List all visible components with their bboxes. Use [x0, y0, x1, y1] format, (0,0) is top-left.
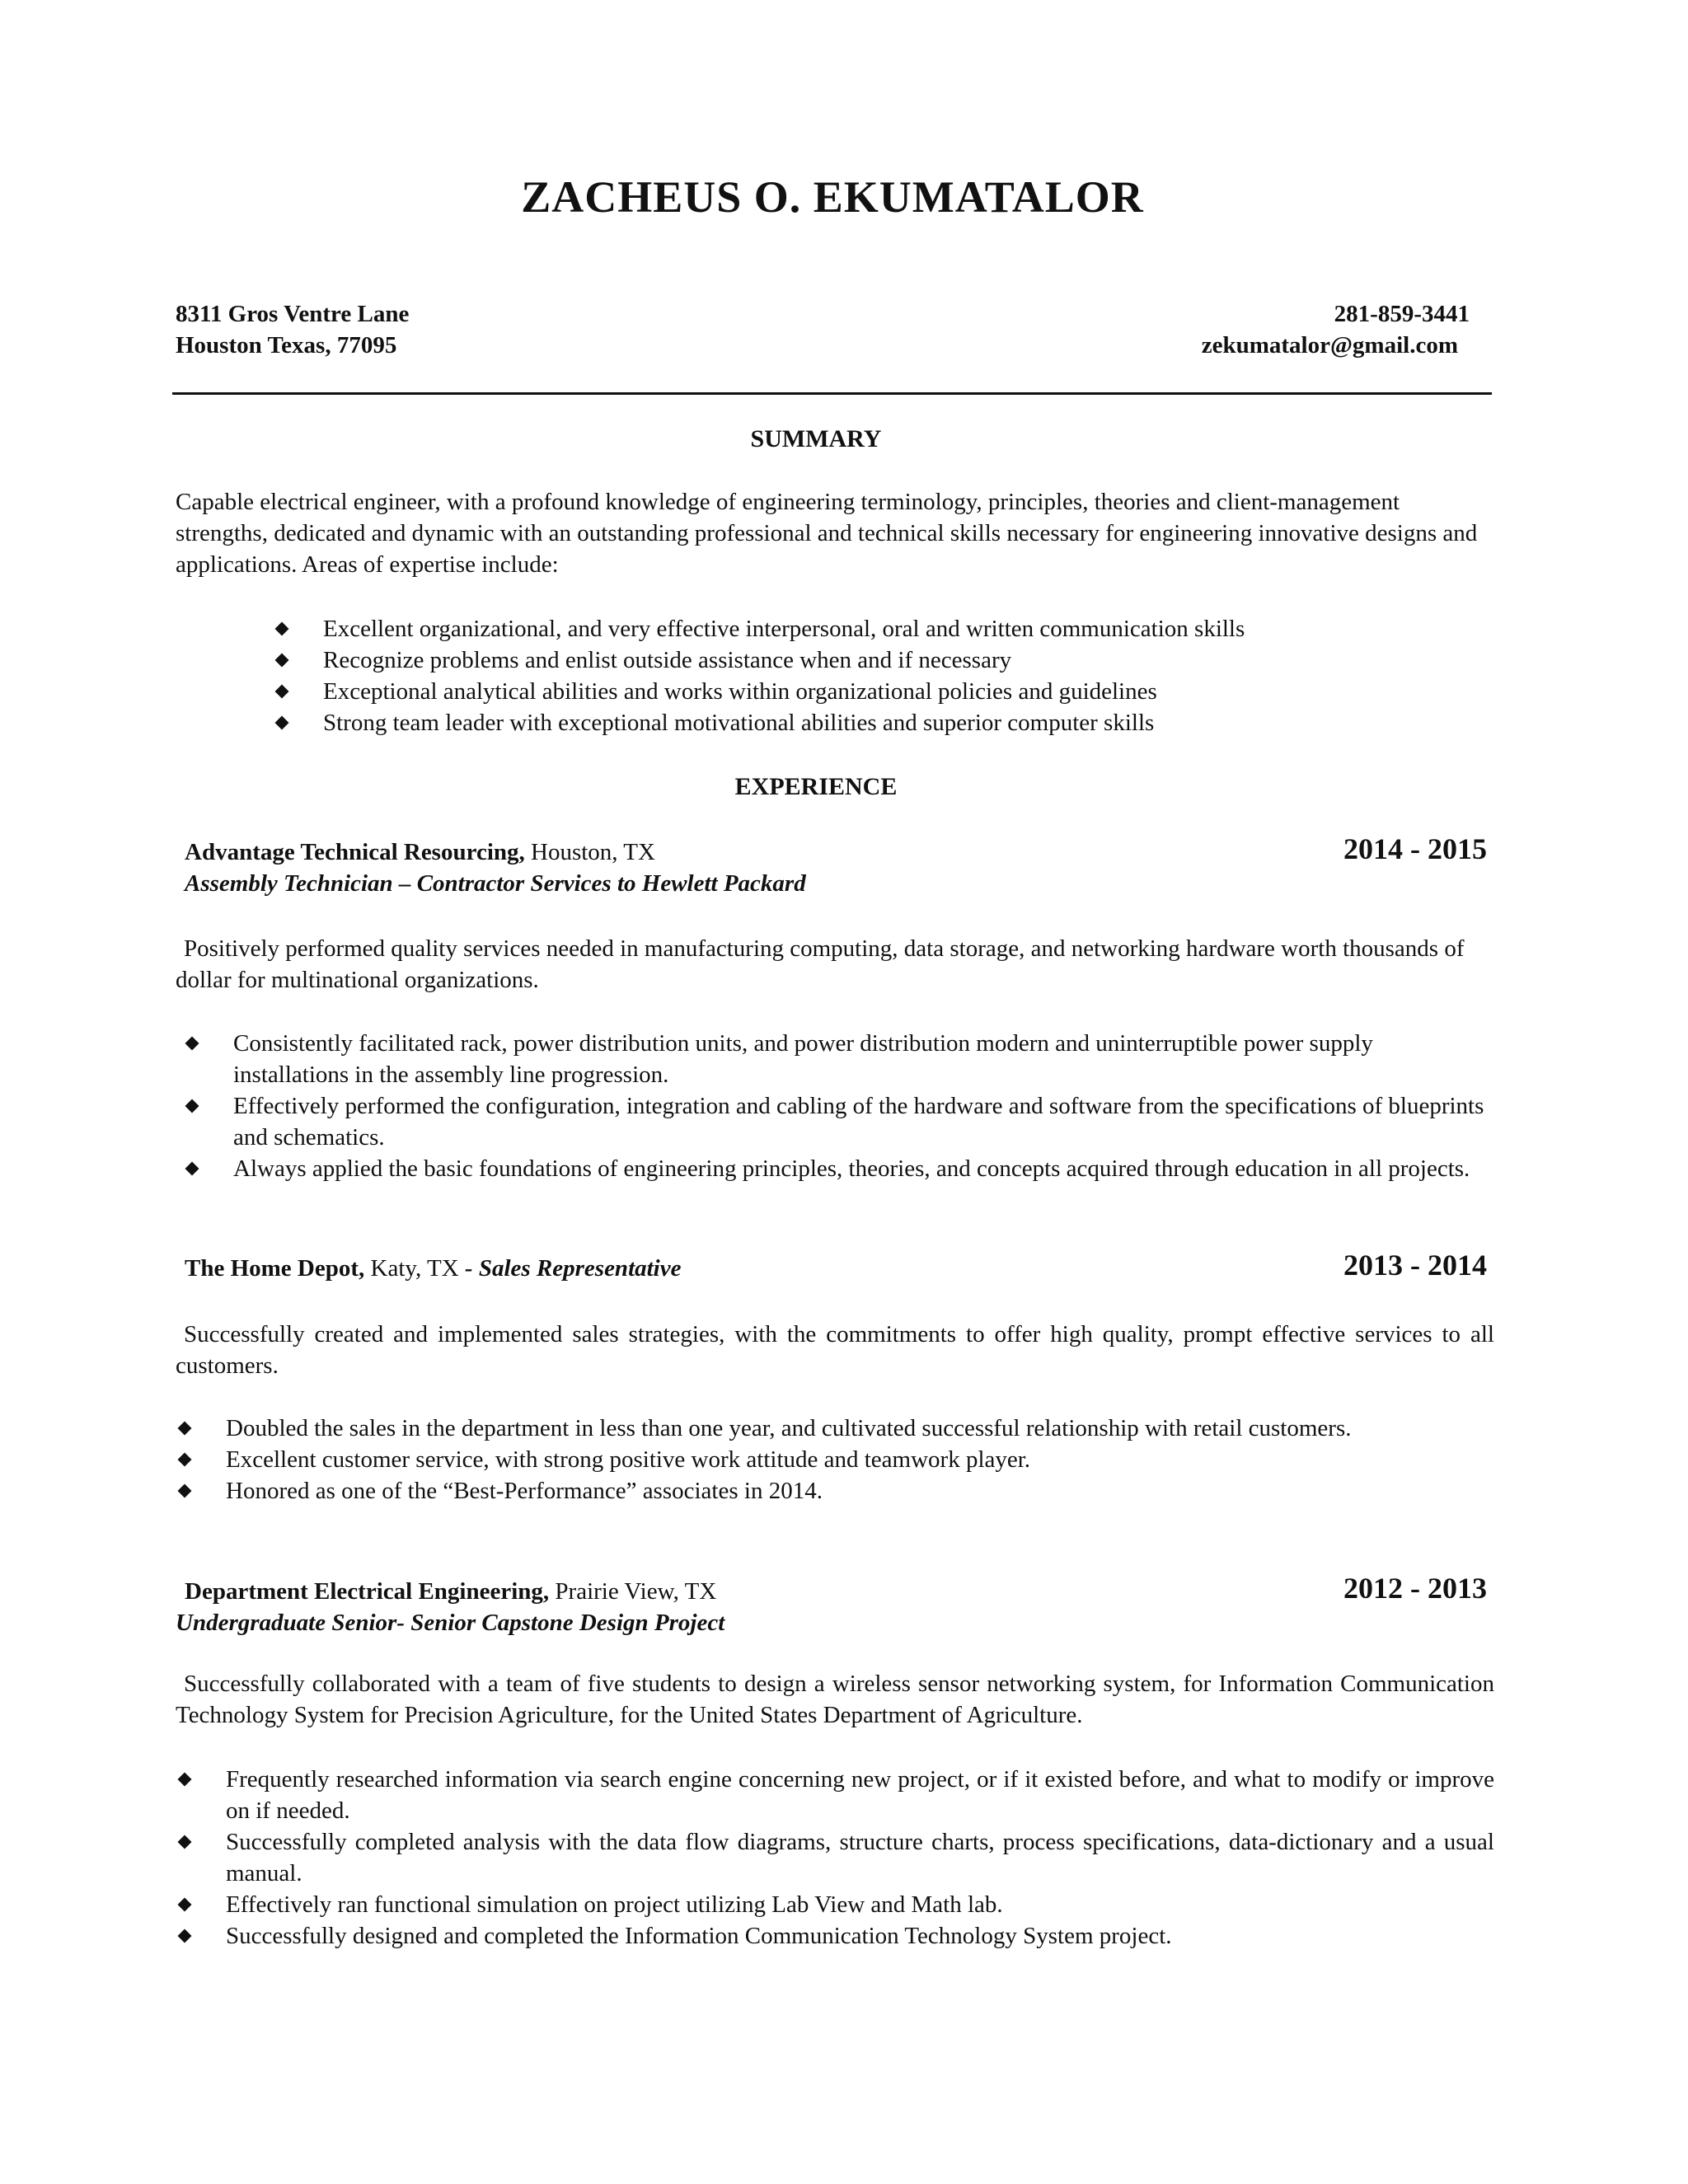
company-name: The Home Depot, — [185, 1255, 365, 1282]
diamond-bullet-icon — [178, 1773, 192, 1787]
list-item — [323, 707, 1493, 738]
bullet-text: Successfully designed and completed the Information Communication Technology System project. — [226, 1923, 1172, 1949]
job-bullet-list — [226, 1413, 1494, 1507]
diamond-bullet-icon — [275, 685, 289, 699]
company-name: Department Electrical Engineering, — [185, 1578, 550, 1605]
diamond-bullet-icon — [185, 1162, 199, 1176]
diamond-bullet-icon — [178, 1835, 192, 1849]
job-bullet-list — [233, 1028, 1494, 1184]
list-item — [323, 676, 1493, 707]
list-item — [233, 1028, 1494, 1090]
experience-heading: EXPERIENCE — [734, 773, 898, 800]
diamond-bullet-icon — [275, 716, 289, 730]
job-dates: 2014 - 2015 — [1343, 832, 1487, 865]
job-bullet-list — [226, 1764, 1494, 1952]
job-description: Successfully collaborated with a team of five students to design a wireless sensor networking system, for Information Communication Technology System for Precision Agriculture, for the United States Department of Agriculture. — [176, 1671, 1494, 1728]
list-item — [226, 1889, 1494, 1920]
diamond-bullet-icon — [178, 1898, 192, 1912]
list-item — [226, 1475, 1494, 1507]
bullet-text: Excellent customer service, with strong positive work attitude and teamwork player. — [226, 1446, 1031, 1473]
bullet-text: Always applied the basic foundations of engineering principles, theories, and concepts acquired through education in all projects. — [233, 1155, 1470, 1182]
diamond-bullet-icon — [275, 654, 289, 668]
list-item — [233, 1090, 1494, 1153]
list-item — [226, 1413, 1494, 1444]
contact-block — [176, 298, 1470, 361]
list-item — [323, 613, 1493, 644]
candidate-name: ZACHEUS O. EKUMATALOR — [521, 172, 1144, 222]
bullet-text: Strong team leader with exceptional motivational abilities and superior computer skills — [323, 710, 1155, 736]
list-item — [226, 1826, 1494, 1889]
diamond-bullet-icon — [178, 1422, 192, 1436]
job-dates: 2012 - 2013 — [1343, 1572, 1487, 1605]
diamond-bullet-icon — [275, 622, 289, 636]
bullet-text: Effectively performed the configuration, integration and cabling of the hardware and software from the specifications of blueprints and schematics. — [233, 1093, 1484, 1151]
bullet-text: Excellent organizational, and very effective interpersonal, oral and written communication skills — [323, 616, 1245, 642]
list-item — [226, 1444, 1494, 1475]
job-header-electrical-engineering — [176, 1572, 1487, 1638]
diamond-bullet-icon — [185, 1037, 199, 1051]
company-location: Katy, TX — [364, 1255, 459, 1282]
company-name: Advantage Technical Resourcing, — [185, 839, 525, 865]
list-item — [233, 1153, 1494, 1184]
diamond-bullet-icon — [178, 1929, 192, 1943]
job-description: Successfully created and implemented sales strategies, with the commitments to offer high quality, prompt effective services to all customers. — [176, 1321, 1494, 1379]
header-divider — [172, 392, 1492, 395]
list-item — [226, 1920, 1494, 1952]
summary-bullet-list — [323, 613, 1493, 738]
address-line-1: 8311 Gros Ventre Lane — [176, 301, 410, 327]
job-description: Positively performed quality services needed in manufacturing computing, data storage, and networking hardware worth thousands of dollar for multinational organizations. — [176, 935, 1465, 993]
list-item — [323, 644, 1493, 676]
bullet-text: Recognize problems and enlist outside assistance when and if necessary — [323, 647, 1012, 673]
list-item — [226, 1764, 1494, 1826]
diamond-bullet-icon — [178, 1484, 192, 1498]
summary-heading: SUMMARY — [750, 425, 882, 452]
company-location: Prairie View, TX — [549, 1578, 717, 1605]
job-header-advantage — [185, 832, 1487, 899]
bullet-text: Effectively ran functional simulation on project utilizing Lab View and Math lab. — [226, 1891, 1003, 1918]
bullet-text: Frequently researched information via search engine concerning new project, or if it existed before, and what to modify or improve on if needed. — [226, 1766, 1494, 1824]
diamond-bullet-icon — [178, 1453, 192, 1467]
phone-number: 281-859-3441 — [1334, 301, 1470, 327]
company-location: Houston, TX — [524, 839, 655, 865]
bullet-text: Consistently facilitated rack, power distribution units, and power distribution modern and uninterruptible power supply installations in the assembly line progression. — [233, 1030, 1373, 1088]
bullet-text: Doubled the sales in the department in less than one year, and cultivated successful relationship with retail customers. — [226, 1415, 1352, 1441]
diamond-bullet-icon — [185, 1099, 199, 1113]
job-header-home-depot — [185, 1249, 1487, 1284]
summary-text: Capable electrical engineer, with a profound knowledge of engineering terminology, principles, theories and client-management strengths, dedicated and dynamic with an outstanding professional and technical skills necessary for engineering innovative designs and applications. Areas of expertise include: — [176, 489, 1478, 578]
job-role: - Sales Representative — [458, 1255, 682, 1282]
job-role: Assembly Technician – Contractor Services to Hewlett Packard — [185, 870, 806, 897]
bullet-text: Successfully completed analysis with the data flow diagrams, structure charts, process specifications, data-dictionary and a usual manual. — [226, 1829, 1494, 1886]
bullet-text: Exceptional analytical abilities and works within organizational policies and guidelines — [323, 678, 1157, 705]
job-dates: 2013 - 2014 — [1343, 1249, 1487, 1282]
bullet-text: Honored as one of the “Best-Performance” associates in 2014. — [226, 1478, 823, 1504]
job-role: Undergraduate Senior- Senior Capstone Design Project — [176, 1610, 725, 1636]
email-address: zekumatalor@gmail.com — [1201, 332, 1458, 359]
address-line-2: Houston Texas, 77095 — [176, 332, 397, 359]
